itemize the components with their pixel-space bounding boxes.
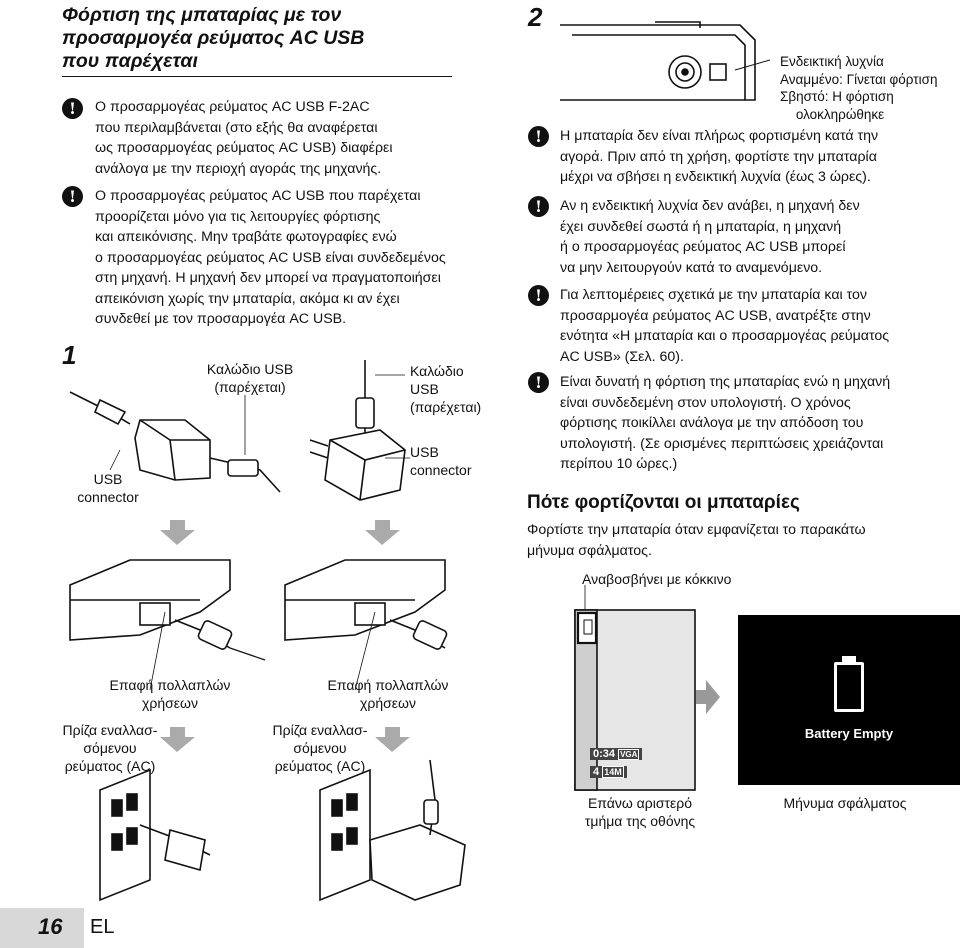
section-heading: Πότε φορτίζονται οι μπαταρίες [527, 492, 800, 513]
note-adapter-usage: Ο προσαρμογέας ρεύματος AC USB που παρέχεται προορίζεται μόνο για τις λειτουργίες φόρτισης και απεικόνισης. Μην τραβάτε φωτογραφίες ενώ ο προσαρμογέας ρεύματος AC USB είναι συνδεδεμένος στη μηχανή. Η μηχανή δεν μπορεί να πραγματοποιήσει απεικόνιση χωρίς την μπαταρία, ακόμα κι αν έχει συνδεθεί με τον προσαρμογέα AC USB. [95, 188, 446, 327]
page-number: 16 [38, 914, 63, 939]
arrow-down-icon [375, 727, 410, 752]
screen-time-readout: 0:34 VGA [590, 748, 642, 760]
label-ac-outlet-left: Πρίζα εναλλασ- σόμενου ρεύματος (AC) [62, 722, 158, 774]
camera-top-illustration [560, 22, 770, 100]
note-indicator-off: Αν η ενδεικτική λυχνία δεν ανάβει, η μηχανή δεν έχει συνδεθεί σωστά ή η μπαταρία, η μηχανή ή ο προσαρμογέας ρεύματος AC USB μπορεί να μην λειτουργούν κατά το αναμενόμενο. [560, 198, 860, 276]
usb-adapter-illustration-right [310, 360, 405, 500]
label-multi-connector-left: Επαφή πολλαπλών χρήσεων [109, 677, 231, 711]
arrow-right-icon [696, 680, 720, 714]
wall-outlet-illustration-left [100, 770, 210, 900]
label-indicator-lamp: Ενδεικτική λυχνία Αναμμένο: Γίνεται φόρτιση Σβηστό: Η φόρτιση ολοκληρώθηκε [780, 54, 938, 122]
label-usb-connector-left: USB connector [77, 471, 139, 505]
section-body: Φορτίστε την μπαταρία όταν εμφανίζεται το παρακάτω μήνυμα σφάλματος. [527, 522, 866, 559]
label-error-message: Μήνυμα σφάλματος [783, 795, 907, 811]
label-usb-connector-right: USB connector [410, 444, 472, 478]
warning-icon: ! [62, 186, 83, 207]
note-battery-details: Για λεπτομέρειες σχετικά με την μπαταρία και τον προσαρμογέα ρεύματος AC USB, ανατρέξτε στην ενότητα «Η μπαταρία και ο προσαρμογέας ρεύματος AC USB» (Σελ. 60). [560, 287, 890, 365]
warning-icon: ! [528, 196, 549, 217]
warning-icon: ! [528, 285, 549, 306]
screen-illustration [575, 610, 695, 790]
note-computer-charging: Είναι δυνατή η φόρτιση της μπαταρίας ενώ η μηχανή είναι συνδεδεμένη στον υπολογιστή. Ο χρόνος φόρτισης ποικίλλει ανάλογα με την απόδοση του υπολογιστή. (Σε ορισμένες περιπτώσεις χρειάζονται περίπου 10 ώρες.) [560, 374, 891, 472]
wall-outlet-illustration-right [320, 760, 465, 900]
arrow-down-icon [160, 520, 195, 545]
label-multi-connector-right: Επαφή πολλαπλών χρήσεων [327, 677, 449, 711]
note-battery-not-charged: Η μπαταρία δεν είναι πλήρως φορτισμένη κατά την αγορά. Πριν από τη χρήση, φορτίστε την μπαταρία μέχρι να σβήσει η ενδεικτική λυχνία (έως 3 ώρες). [560, 128, 879, 185]
warning-icon: ! [528, 126, 549, 147]
warning-icon: ! [528, 372, 549, 393]
step-number-1: 1 [62, 340, 77, 370]
page-title: Φόρτιση της μπαταρίας με τον προσαρμογέα ρεύματος AC USB που παρέχεται [62, 4, 365, 72]
label-top-left-screen: Επάνω αριστερό τμήμα της οθόνης [584, 795, 696, 829]
battery-empty-icon [834, 662, 864, 712]
label-usb-cable-right: Καλώδιο USB (παρέχεται) [410, 363, 482, 415]
page-language: EL [90, 916, 115, 938]
camera-bottom-illustration-left [70, 560, 265, 660]
camera-bottom-illustration-right [285, 560, 448, 650]
label-blinks-red: Αναβοσβήνει με κόκκινο [582, 571, 732, 587]
arrow-down-icon [365, 520, 400, 545]
note-adapter-region: Ο προσαρμογέας ρεύματος AC USB F-2AC που περιλαμβάνεται (στο εξής θα αναφέρεται ως προσαρμογέας ρεύματος AC USB) διαφέρει ανάλογα με την περιοχή αγοράς της μηχανής. [95, 99, 393, 177]
step-number-2: 2 [528, 2, 543, 32]
battery-empty-text: Battery Empty [804, 726, 894, 741]
screen-count-readout: 4 14M [590, 766, 627, 778]
label-ac-outlet-right: Πρίζα εναλλασ- σόμενου ρεύματος (AC) [272, 722, 368, 774]
warning-icon: ! [62, 98, 83, 119]
label-usb-cable-left: Καλώδιο USB (παρέχεται) [206, 361, 294, 395]
